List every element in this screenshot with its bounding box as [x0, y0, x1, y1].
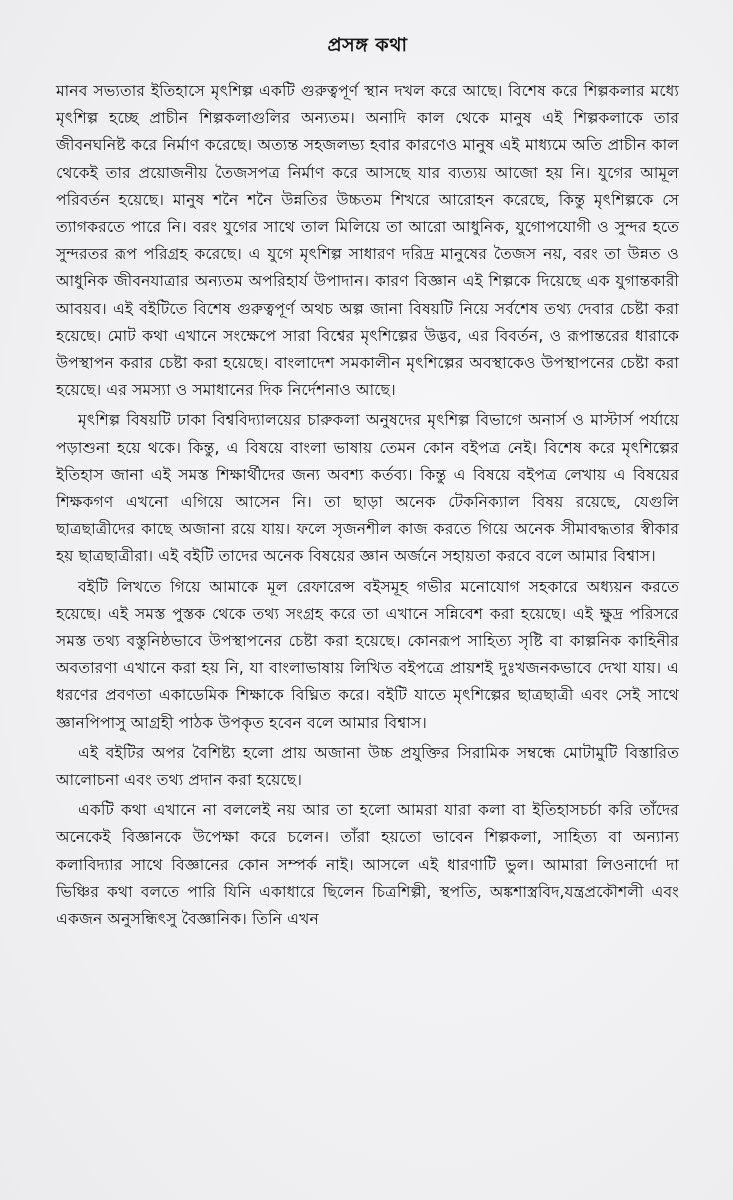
paragraph-3: বইটি লিখতে গিয়ে আমাকে মূল রেফারেন্স বইসমূহ গভীর মনোযোগ সহকারে অধ্যয়ন করতে হয়েছে। এই সমস্ত পুস্তক থেকে তথ্য সংগ্রহ করে তা এখানে সন্নিবেশ করা হয়েছে। এই ক্ষুদ্র পরিসরে সমস্ত তথ্য বস্তুনিষ্ঠভাবে উপস্থাপনের চেষ্টা করা হয়েছে। কোনরূপ সাহিত্য সৃষ্টি বা কাল্পনিক কাহিনীর অবতারণা এখানে করা হয় নি, যা বাংলাভাষায় লিখিত বইপত্রে প্রায়শই দুঃখজনকভাবে দেখা যায়। এ ধরণের প্রবণতা একাডেমিক শিক্ষাকে বিঘ্নিত করে। বইটি যাতে মৃৎশিল্পের ছাত্রছাত্রী এবং সেই সাথে জ্ঞানপিপাসু আগ্রহী পাঠক উপকৃত হবেন বলে আমার বিশ্বাস। — [56, 577, 679, 732]
body-text — [56, 78, 679, 933]
page-title: প্রসঙ্গ কথা — [327, 34, 408, 56]
paragraph-4: এই বইটির অপর বৈশিষ্ট্য হলো প্রায় অজানা উচ্চ প্রযুক্তির সিরামিক সম্বন্ধে মোটামুটি বিস্তারিত আলোচনা এবং তথ্য প্রদান করা হয়েছে। — [56, 743, 679, 790]
paragraph-5: একটি কথা এখানে না বললেই নয় আর তা হলো আমরা যারা কলা বা ইতিহাসচর্চা করি তাঁদের অনেকেই বিজ্ঞানকে উপেক্ষা করে চলেন। তাঁরা হয়তো ভাবেন শিল্পকলা, সাহিত্য বা অন্যান্য কলাবিদ্যার সাথে বিজ্ঞানের কোন সম্পর্ক নাই। আসলে এই ধারণাটি ভুল। আমারা লিওনার্দো দা ভিঞ্চির কথা বলতে পারি যিনি একাধারে ছিলেন চিত্রশিল্পী, স্থপতি, অঙ্কশাস্ত্রবিদ,যন্ত্রপ্রকৌশলী এবং একজন অনুসন্ধিৎসু বৈজ্ঞানিক। তিনি এখন — [56, 801, 679, 929]
paragraph-1: মানব সভ্যতার ইতিহাসে মৃৎশিল্প একটি গুরুত্বপূর্ণ স্থান দখল করে আছে। বিশেষ করে শিল্পকলার মধ্যে মৃৎশিল্প হচ্ছে প্রাচীন শিল্পকলাগুলির অন্যতম। অনাদি কাল থেকে মানুষ এই শিল্পকলাকে তার জীবনঘনিষ্ট করে নির্মাণ করেছে। অত্যন্ত সহজলভ্য হবার কারণেও মানুষ এই মাধ্যমে অতি প্রাচীন কাল থেকেই তার প্রয়োজনীয় তৈজসপত্র নির্মাণ করে আসছে যার ব্যত্যয় আজো হয় নি। যুগের আমূল পরিবর্তন হয়েছে। মানুষ শনৈ শনৈ উন্নতির উচ্চতম শিখরে আরোহন করেছে, কিন্তু মৃৎশিল্পকে সে ত্যাগকরতে পারে নি। বরং যুগের সাথে তাল মিলিয়ে তা আরো আধুনিক, যুগোপযোগী ও সুন্দর হতে সুন্দরতর রূপ পরিগ্রহ করেছে। এ যুগে মৃৎশিল্প সাধারণ দরিদ্র মানুষের তৈজস নয়, বরং তা উন্নত ও আধুনিক জীবনযাত্রার অন্যতম অপরিহার্য উপাদান। কারণ বিজ্ঞান এই শিল্পকে দিয়েছে এক যুগান্তকারী আবয়ব। এই বইটিতে বিশেষ গুরুত্বপূর্ণ অথচ অল্প জানা বিষয়টি নিয়ে সর্বশেষ তথ্য দেবার চেষ্টা করা হয়েছে। মোট কথা এখানে সংক্ষেপে সারা বিশ্বের মৃৎশিল্পের উদ্ভব, এর বিবর্তন, ও রূপান্তরের ধারাকে উপস্থাপন করার চেষ্টা করা হয়েছে। বাংলাদেশ সমকালীন মৃৎশিল্পের অবস্থাকেও উপস্থাপনের চেষ্টা করা হয়েছে। এর সমস্যা ও সমাধানের দিক নির্দেশনাও আছে। — [56, 82, 679, 400]
paragraph-2: মৃৎশিল্প বিষয়টি ঢাকা বিশ্ববিদ্যালয়ের চারুকলা অনুষদের মৃৎশিল্প বিভাগে অনার্স ও মাস্টার্স পর্যায়ে পড়াশুনা হয়ে থকে। কিন্তু, এ বিষয়ে বাংলা ভাষায় তেমন কোন বইপত্র নেই। বিশেষ করে মৃৎশিল্পের ইতিহাস জানা এই সমস্ত শিক্ষার্থীদের জন্য অবশ্য কর্তব্য। কিন্তু এ বিষয়ে বইপত্র লেখায় এ বিষয়ের শিক্ষকগণ এখনো এগিয়ে আসেন নি। তা ছাড়া অনেক টেকনিক্যাল বিষয় রয়েছে, যেগুলি ছাত্রছাত্রীদের কাছে অজানা রয়ে যায়। ফলে সৃজনশীল কাজ করতে গিয়ে অনেক সীমাবদ্ধতার স্বীকার হয় ছাত্রছাত্রীরা। এই বইটি তাদের অনেক বিষয়ের জ্ঞান অর্জনে সহায়তা করবে বলে আমার বিশ্বাস। — [56, 411, 679, 566]
